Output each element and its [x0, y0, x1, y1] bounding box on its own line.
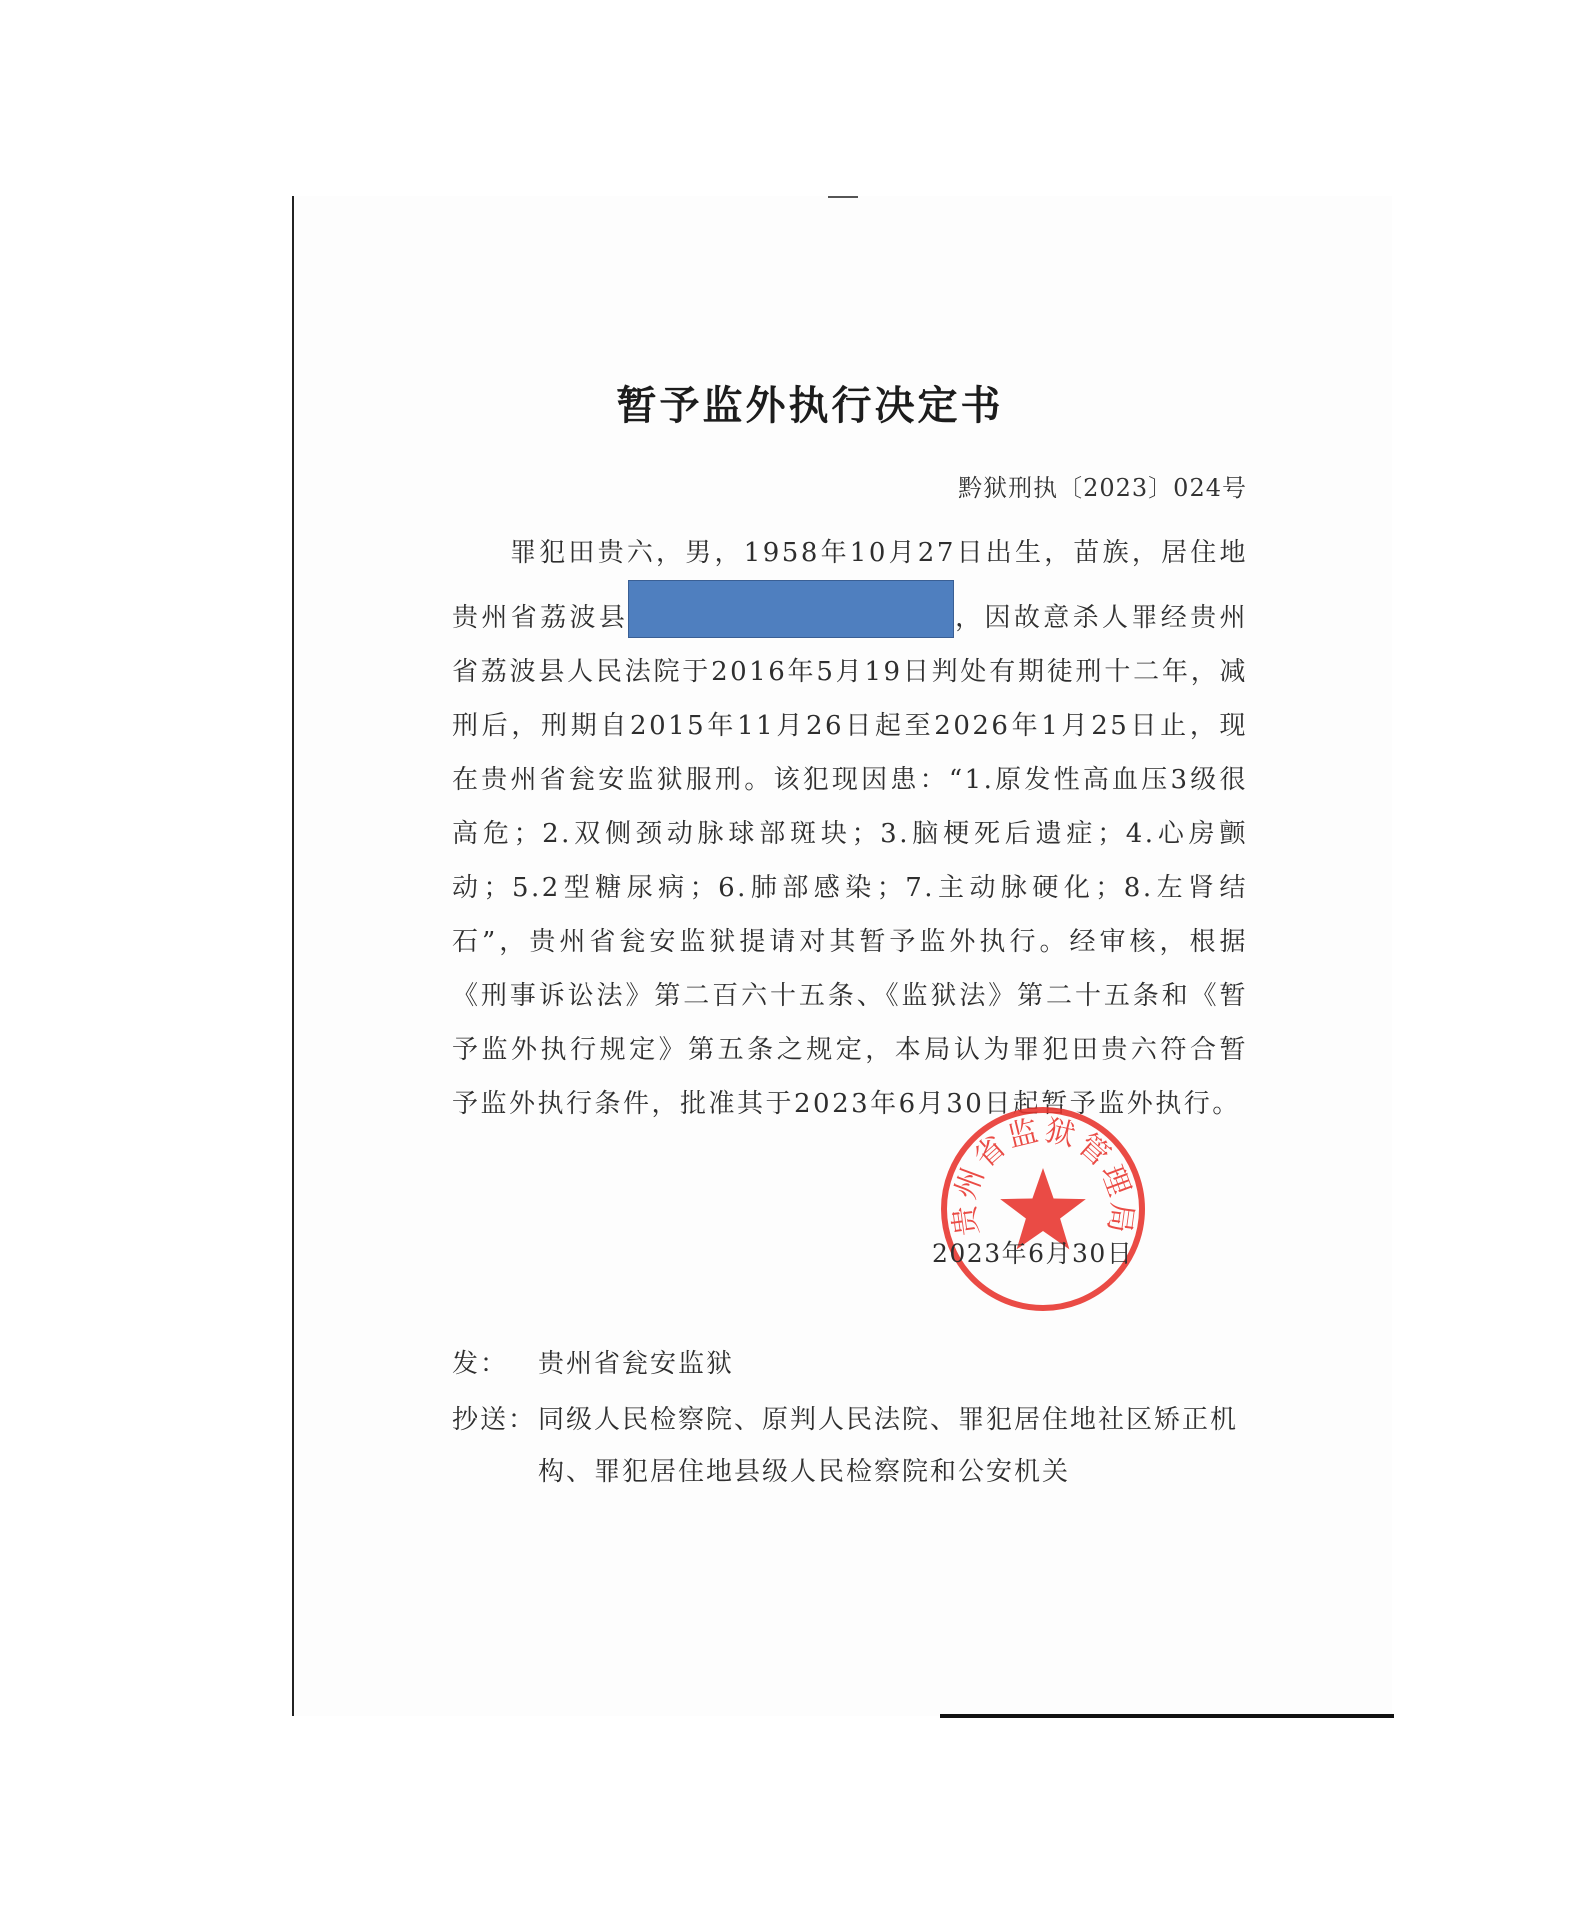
seal-text: 贵州省监狱管理局 [946, 1112, 1140, 1238]
cc-label: 抄送： [452, 1405, 537, 1435]
send-to-row [452, 1338, 1262, 1390]
cc-value: 同级人民检察院、原判人民法院、罪犯居住地社区矫正机构、罪犯居住地县级人民检察院和公安机关 [538, 1405, 1239, 1487]
decision-body [452, 526, 1248, 1131]
scan-mark-top [828, 196, 858, 198]
body-text-part-1: 罪犯田贵六，男，1958年10月27日出生，苗族，居住地贵州省荔波县 [452, 538, 1248, 633]
issue-date: 2023年6月30日 [932, 1239, 1134, 1268]
seal-icon [938, 1104, 1148, 1314]
document-number: 黔狱刑执〔2023〕024号 [958, 474, 1247, 502]
send-to-value: 贵州省瓮安监狱 [538, 1349, 735, 1379]
scan-edge-left [292, 196, 294, 1716]
body-text-part-2: ，因故意杀人罪经贵州省荔波县人民法院于2016年5月19日判处有期徒刑十二年，减刑后，刑期自2015年11月26日起至2026年1月25日止，现在贵州省瓮安监狱服刑。该犯现因患：“1.原发性高血压3级很高危；2.双侧颈动脉球部斑块；3.脑梗死后遗症；4.心房颤动；5.2型糖尿病；6.肺部感染；7.主动脉硬化；8.左肾结石”，贵州省瓮安监狱提请对其暂予监外执行。经审核，根据《刑事诉讼法》第二百六十五条、《监狱法》第二十五条和《暂予监外执行规定》第五条之规定，本局认为罪犯田贵六符合暂予监外执行条件，批准其于2023年6月30日起暂予监外执行。 [452, 603, 1248, 1119]
document-title: 暂予监外执行决定书 [616, 383, 1004, 429]
send-to-label: 发： [452, 1349, 509, 1379]
redaction-box [628, 580, 954, 638]
scan-edge-bottom [940, 1714, 1394, 1718]
cc-row [452, 1394, 1262, 1498]
distribution-list [452, 1338, 1262, 1498]
official-seal [938, 1104, 1148, 1314]
